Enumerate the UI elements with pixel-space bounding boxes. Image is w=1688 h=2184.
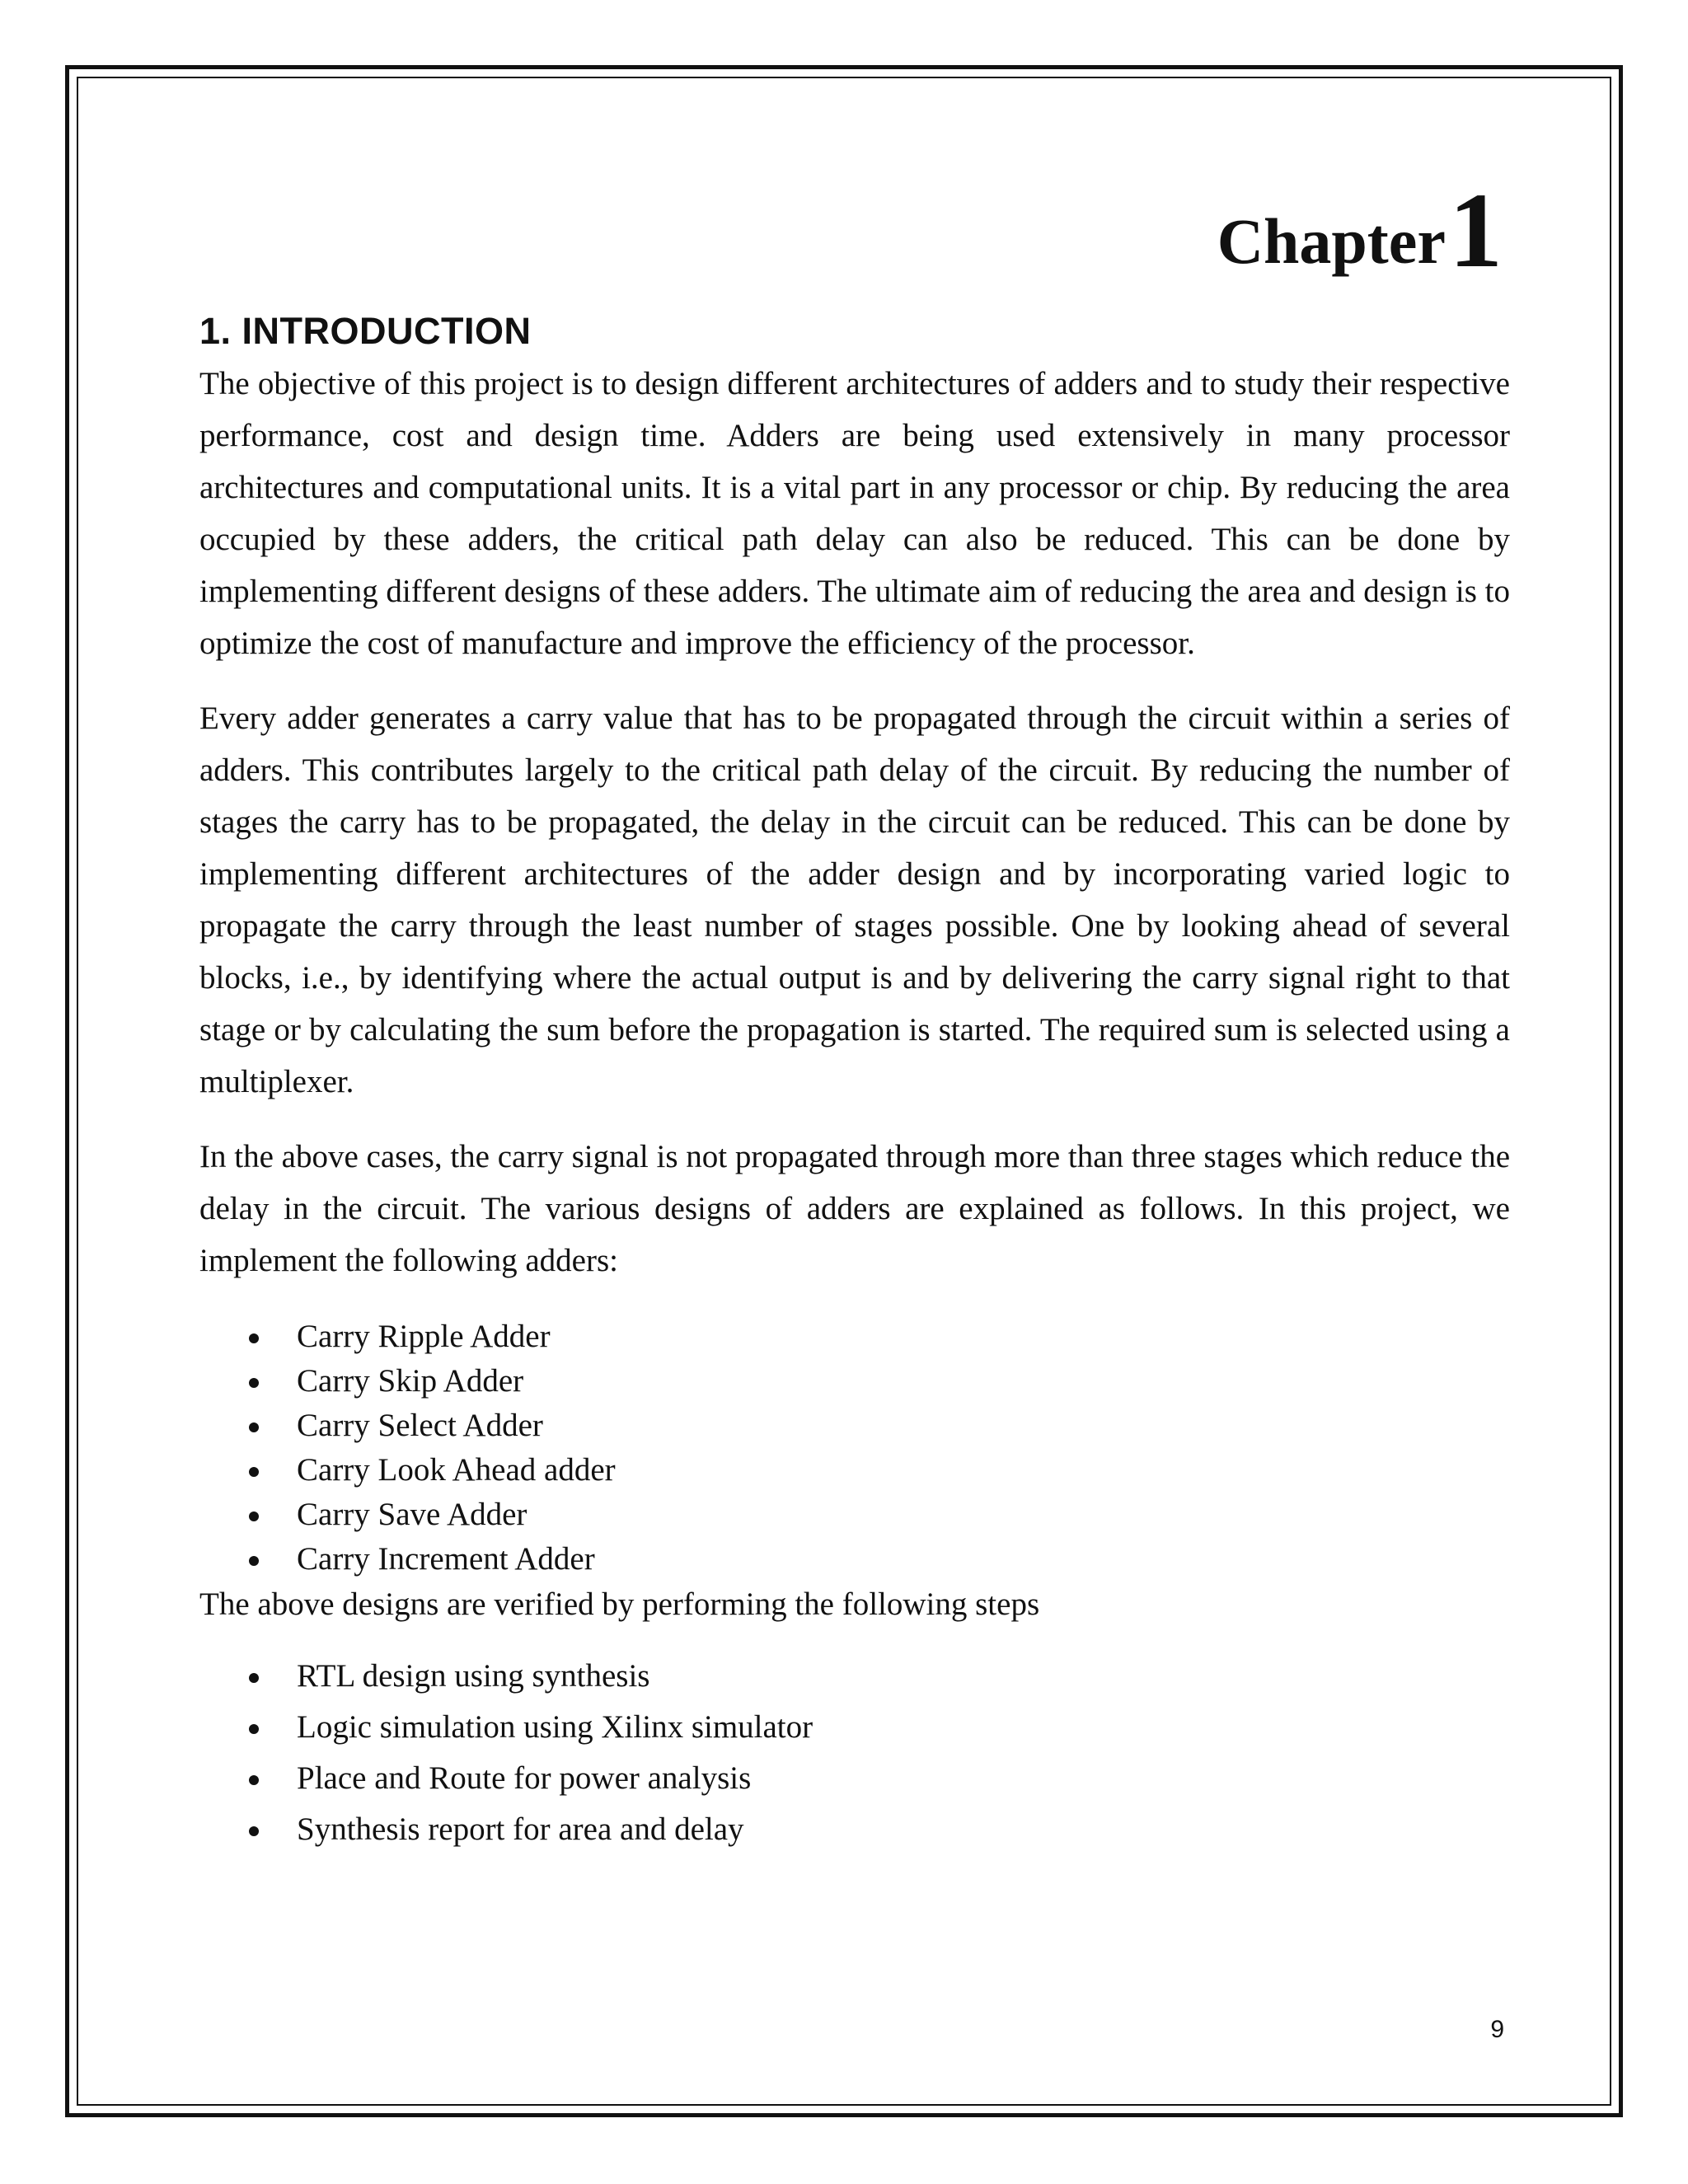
list-item: Carry Increment Adder: [297, 1537, 1510, 1582]
list-item: Carry Save Adder: [297, 1493, 1510, 1537]
list-item: Place and Route for power analysis: [297, 1753, 1510, 1804]
paragraph-objective: The objective of this project is to design different architectures of adders and to study their respective performance, cost and design time. Adders are being used extensively in many processor architectures and computational units. It is a vital part in any processor or chip. By reducing the area occupied by these adders, the critical path delay can also be reduced. This can be done by implementing different designs of these adders. The ultimate aim of reducing the area and design is to optimize the cost of manufacture and improve the efficiency of the processor.: [199, 366, 1510, 661]
list-item: Logic simulation using Xilinx simulator: [297, 1702, 1510, 1753]
chapter-number: 1: [1449, 171, 1503, 290]
paragraph-adders-intro: In the above cases, the carry signal is not propagated through more than three stages which reduce the delay in the circuit. The various designs of adders are explained as follows. In this project, we implement the following adders:: [199, 1139, 1510, 1278]
page-content: [199, 305, 1510, 1855]
section-title: 1. INTRODUCTION: [199, 310, 532, 352]
list-item: Carry Look Ahead adder: [297, 1448, 1510, 1493]
chapter-heading: [1217, 171, 1503, 290]
chapter-label: Chapter: [1217, 205, 1446, 277]
adders-list: [199, 1315, 1510, 1582]
list-item: Carry Skip Adder: [297, 1359, 1510, 1404]
list-item: Synthesis report for area and delay: [297, 1804, 1510, 1855]
steps-intro: The above designs are verified by performing the following steps: [199, 1586, 1040, 1622]
page-number: 9: [1490, 2016, 1504, 2043]
list-item: RTL design using synthesis: [297, 1651, 1510, 1702]
paragraph-carry-propagation: Every adder generates a carry value that has to be propagated through the circuit within a series of adders. This contributes largely to the critical path delay of the circuit. By reducing the number of stages the carry has to be propagated, the delay in the circuit can be reduced. This can be done by implementing different architectures of the adder design and by incorporating varied logic to propagate the carry through the least number of stages possible. One by looking ahead of several blocks, i.e., by identifying where the actual output is and by delivering the carry signal right to that stage or by calculating the sum before the propagation is started. The required sum is selected using a multiplexer.: [199, 701, 1510, 1099]
steps-list: [199, 1651, 1510, 1855]
list-item: Carry Ripple Adder: [297, 1315, 1510, 1359]
list-item: Carry Select Adder: [297, 1404, 1510, 1448]
